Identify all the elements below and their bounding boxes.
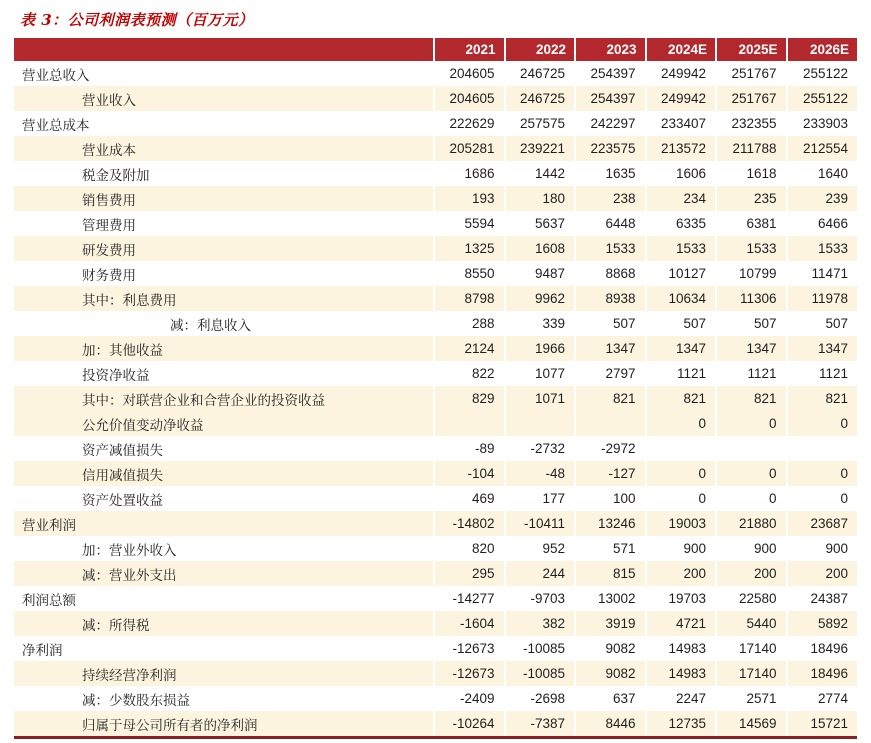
value-cell: 1347 [646, 336, 717, 361]
row-label-cell: 其中：利息费用 [14, 286, 434, 311]
value-cell: 242297 [575, 111, 646, 136]
value-cell: 9082 [575, 636, 646, 661]
value-cell: 200 [787, 561, 858, 586]
value-cell: 1347 [575, 336, 646, 361]
value-cell: 24387 [787, 586, 858, 611]
row-label-cell: 减：营业外支出 [14, 561, 434, 586]
value-cell: -104 [434, 461, 505, 486]
header-cell-2024e: 2024E [646, 38, 717, 61]
value-cell: 1121 [716, 361, 787, 386]
row-label-cell: 营业总成本 [14, 111, 434, 136]
value-cell: 180 [505, 186, 576, 211]
table-row [14, 686, 857, 711]
row-label-cell: 减：利息收入 [14, 311, 434, 336]
value-cell: 18496 [787, 636, 858, 661]
value-cell: 1325 [434, 236, 505, 261]
value-cell: 0 [787, 461, 858, 486]
header-cell-2022: 2022 [505, 38, 576, 61]
value-cell: -127 [575, 461, 646, 486]
value-cell: 507 [716, 311, 787, 336]
value-cell: 5440 [716, 611, 787, 636]
value-cell: 4721 [646, 611, 717, 636]
table-row [14, 136, 857, 161]
value-cell: 239221 [505, 136, 576, 161]
value-cell: 1618 [716, 161, 787, 186]
table-row [14, 336, 857, 361]
value-cell: 1533 [646, 236, 717, 261]
table-row [14, 661, 857, 686]
header-cell-label [14, 38, 434, 61]
value-cell [434, 411, 505, 436]
value-cell: 2124 [434, 336, 505, 361]
value-cell: 9082 [575, 661, 646, 686]
row-label-cell: 财务费用 [14, 261, 434, 286]
value-cell: 0 [787, 486, 858, 511]
table-row [14, 286, 857, 311]
value-cell: 17140 [716, 661, 787, 686]
value-cell: -10085 [505, 636, 576, 661]
header-row [14, 38, 857, 61]
table-row [14, 311, 857, 336]
value-cell: -7387 [505, 711, 576, 738]
value-cell: 246725 [505, 61, 576, 86]
value-cell: 0 [646, 486, 717, 511]
value-cell: 5594 [434, 211, 505, 236]
value-cell: 1608 [505, 236, 576, 261]
value-cell: -12673 [434, 636, 505, 661]
value-cell: -14802 [434, 511, 505, 536]
value-cell: 9487 [505, 261, 576, 286]
value-cell: 251767 [716, 86, 787, 111]
header-cell-2025e: 2025E [716, 38, 787, 61]
value-cell: 18496 [787, 661, 858, 686]
value-cell: 12735 [646, 711, 717, 738]
value-cell: 204605 [434, 61, 505, 86]
row-label-cell: 信用减值损失 [14, 461, 434, 486]
value-cell: -48 [505, 461, 576, 486]
row-label-cell: 加：营业外收入 [14, 536, 434, 561]
value-cell: 2247 [646, 686, 717, 711]
value-cell: 469 [434, 486, 505, 511]
value-cell: 14983 [646, 661, 717, 686]
value-cell: 13246 [575, 511, 646, 536]
table-row [14, 211, 857, 236]
value-cell: 829 [434, 386, 505, 411]
value-cell: 22580 [716, 586, 787, 611]
value-cell: 13002 [575, 586, 646, 611]
value-cell: 21880 [716, 511, 787, 536]
value-cell: 6335 [646, 211, 717, 236]
value-cell: -10085 [505, 661, 576, 686]
header-cell-2023: 2023 [575, 38, 646, 61]
value-cell: 288 [434, 311, 505, 336]
value-cell: 1071 [505, 386, 576, 411]
value-cell: 100 [575, 486, 646, 511]
table-row [14, 161, 857, 186]
value-cell: 507 [646, 311, 717, 336]
row-label-cell: 投资净收益 [14, 361, 434, 386]
value-cell: 235 [716, 186, 787, 211]
income-statement-table [14, 38, 857, 739]
value-cell: 1533 [787, 236, 858, 261]
value-cell: 821 [646, 386, 717, 411]
table-row [14, 436, 857, 461]
value-cell: 254397 [575, 61, 646, 86]
value-cell: 1635 [575, 161, 646, 186]
value-cell: 11978 [787, 286, 858, 311]
value-cell: 200 [716, 561, 787, 586]
row-label-cell: 营业成本 [14, 136, 434, 161]
value-cell: 8550 [434, 261, 505, 286]
row-label-cell: 研发费用 [14, 236, 434, 261]
value-cell: 193 [434, 186, 505, 211]
value-cell: 213572 [646, 136, 717, 161]
value-cell: -1604 [434, 611, 505, 636]
row-label-cell: 营业收入 [14, 86, 434, 111]
row-label-cell: 营业总收入 [14, 61, 434, 86]
table-row [14, 111, 857, 136]
value-cell: 382 [505, 611, 576, 636]
value-cell: 23687 [787, 511, 858, 536]
value-cell: -14277 [434, 586, 505, 611]
value-cell: 5637 [505, 211, 576, 236]
value-cell: 1121 [646, 361, 717, 386]
value-cell: 5892 [787, 611, 858, 636]
table-row [14, 261, 857, 286]
value-cell: 249942 [646, 86, 717, 111]
value-cell: 8868 [575, 261, 646, 286]
value-cell: 900 [787, 536, 858, 561]
value-cell: 0 [716, 486, 787, 511]
value-cell: 19003 [646, 511, 717, 536]
table-row [14, 511, 857, 536]
value-cell: 8938 [575, 286, 646, 311]
table-row [14, 536, 857, 561]
header-cell-2021: 2021 [434, 38, 505, 61]
value-cell: 1347 [787, 336, 858, 361]
value-cell: 8798 [434, 286, 505, 311]
value-cell: 17140 [716, 636, 787, 661]
value-cell: -9703 [505, 586, 576, 611]
value-cell: 246725 [505, 86, 576, 111]
value-cell: 1606 [646, 161, 717, 186]
value-cell: 1347 [716, 336, 787, 361]
table-row [14, 586, 857, 611]
table-row [14, 561, 857, 586]
value-cell: 233903 [787, 111, 858, 136]
value-cell: 815 [575, 561, 646, 586]
value-cell [575, 411, 646, 436]
table-title: 表 3：公司利润表预测（百万元） [20, 11, 254, 29]
value-cell: -2409 [434, 686, 505, 711]
value-cell: 200 [646, 561, 717, 586]
value-cell: 821 [787, 386, 858, 411]
row-label-cell: 减：少数股东损益 [14, 686, 434, 711]
value-cell: 295 [434, 561, 505, 586]
value-cell: -10411 [505, 511, 576, 536]
table-row [14, 636, 857, 661]
value-cell: 637 [575, 686, 646, 711]
value-cell: -89 [434, 436, 505, 461]
table-row [14, 361, 857, 386]
table-row [14, 461, 857, 486]
value-cell: 10799 [716, 261, 787, 286]
value-cell: 1533 [575, 236, 646, 261]
value-cell: 2571 [716, 686, 787, 711]
table-row [14, 86, 857, 111]
value-cell: 255122 [787, 86, 858, 111]
value-cell: -12673 [434, 661, 505, 686]
value-cell: 952 [505, 536, 576, 561]
row-label-cell: 利润总额 [14, 586, 434, 611]
row-label-cell: 销售费用 [14, 186, 434, 211]
value-cell: 2797 [575, 361, 646, 386]
value-cell: 244 [505, 561, 576, 586]
row-label-cell: 减：所得税 [14, 611, 434, 636]
value-cell: 222629 [434, 111, 505, 136]
value-cell: 571 [575, 536, 646, 561]
value-cell: 211788 [716, 136, 787, 161]
value-cell: 0 [787, 411, 858, 436]
value-cell: 1533 [716, 236, 787, 261]
value-cell: 10127 [646, 261, 717, 286]
value-cell: 205281 [434, 136, 505, 161]
value-cell: 11306 [716, 286, 787, 311]
table-row [14, 186, 857, 211]
value-cell: 507 [575, 311, 646, 336]
value-cell: 255122 [787, 61, 858, 86]
row-label-cell: 营业利润 [14, 511, 434, 536]
row-label-cell: 加：其他收益 [14, 336, 434, 361]
value-cell: 0 [646, 411, 717, 436]
value-cell: 820 [434, 536, 505, 561]
value-cell: -10264 [434, 711, 505, 738]
value-cell: 1077 [505, 361, 576, 386]
value-cell: 2774 [787, 686, 858, 711]
row-label-cell: 净利润 [14, 636, 434, 661]
value-cell: 238 [575, 186, 646, 211]
row-label-cell: 公允价值变动净收益 [14, 411, 434, 436]
value-cell [505, 411, 576, 436]
value-cell: 900 [646, 536, 717, 561]
table-row [14, 411, 857, 436]
value-cell: 1686 [434, 161, 505, 186]
value-cell: 1442 [505, 161, 576, 186]
table-row [14, 61, 857, 86]
row-label-cell: 其中：对联营企业和合营企业的投资收益 [14, 386, 434, 411]
value-cell: 223575 [575, 136, 646, 161]
value-cell: 15721 [787, 711, 858, 738]
value-cell [787, 436, 858, 461]
value-cell: 0 [646, 461, 717, 486]
value-cell [716, 436, 787, 461]
value-cell [646, 436, 717, 461]
value-cell: 0 [716, 411, 787, 436]
value-cell: -2972 [575, 436, 646, 461]
value-cell: 6381 [716, 211, 787, 236]
value-cell: 19703 [646, 586, 717, 611]
value-cell: 233407 [646, 111, 717, 136]
table-row [14, 611, 857, 636]
value-cell: 6448 [575, 211, 646, 236]
value-cell: 8446 [575, 711, 646, 738]
value-cell: 14569 [716, 711, 787, 738]
value-cell: 251767 [716, 61, 787, 86]
value-cell: -2732 [505, 436, 576, 461]
value-cell: 232355 [716, 111, 787, 136]
value-cell: 10634 [646, 286, 717, 311]
value-cell: 14983 [646, 636, 717, 661]
value-cell: 249942 [646, 61, 717, 86]
value-cell: 339 [505, 311, 576, 336]
value-cell: 9962 [505, 286, 576, 311]
value-cell: 257575 [505, 111, 576, 136]
row-label-cell: 归属于母公司所有者的净利润 [14, 711, 434, 738]
row-label-cell: 资产处置收益 [14, 486, 434, 511]
value-cell: 1640 [787, 161, 858, 186]
table-row [14, 386, 857, 411]
row-label-cell: 持续经营净利润 [14, 661, 434, 686]
row-label-cell: 管理费用 [14, 211, 434, 236]
table-row [14, 486, 857, 511]
value-cell: 234 [646, 186, 717, 211]
value-cell: 821 [575, 386, 646, 411]
row-label-cell: 资产减值损失 [14, 436, 434, 461]
value-cell: 212554 [787, 136, 858, 161]
value-cell: 507 [787, 311, 858, 336]
value-cell: 254397 [575, 86, 646, 111]
row-label-cell: 税金及附加 [14, 161, 434, 186]
value-cell: 11471 [787, 261, 858, 286]
value-cell: 1121 [787, 361, 858, 386]
value-cell: 177 [505, 486, 576, 511]
value-cell: -2698 [505, 686, 576, 711]
value-cell: 822 [434, 361, 505, 386]
value-cell: 239 [787, 186, 858, 211]
value-cell: 6466 [787, 211, 858, 236]
value-cell: 1966 [505, 336, 576, 361]
value-cell: 821 [716, 386, 787, 411]
value-cell: 0 [716, 461, 787, 486]
table-row [14, 711, 857, 738]
header-cell-2026e: 2026E [787, 38, 858, 61]
value-cell: 3919 [575, 611, 646, 636]
value-cell: 900 [716, 536, 787, 561]
value-cell: 204605 [434, 86, 505, 111]
table-row [14, 236, 857, 261]
